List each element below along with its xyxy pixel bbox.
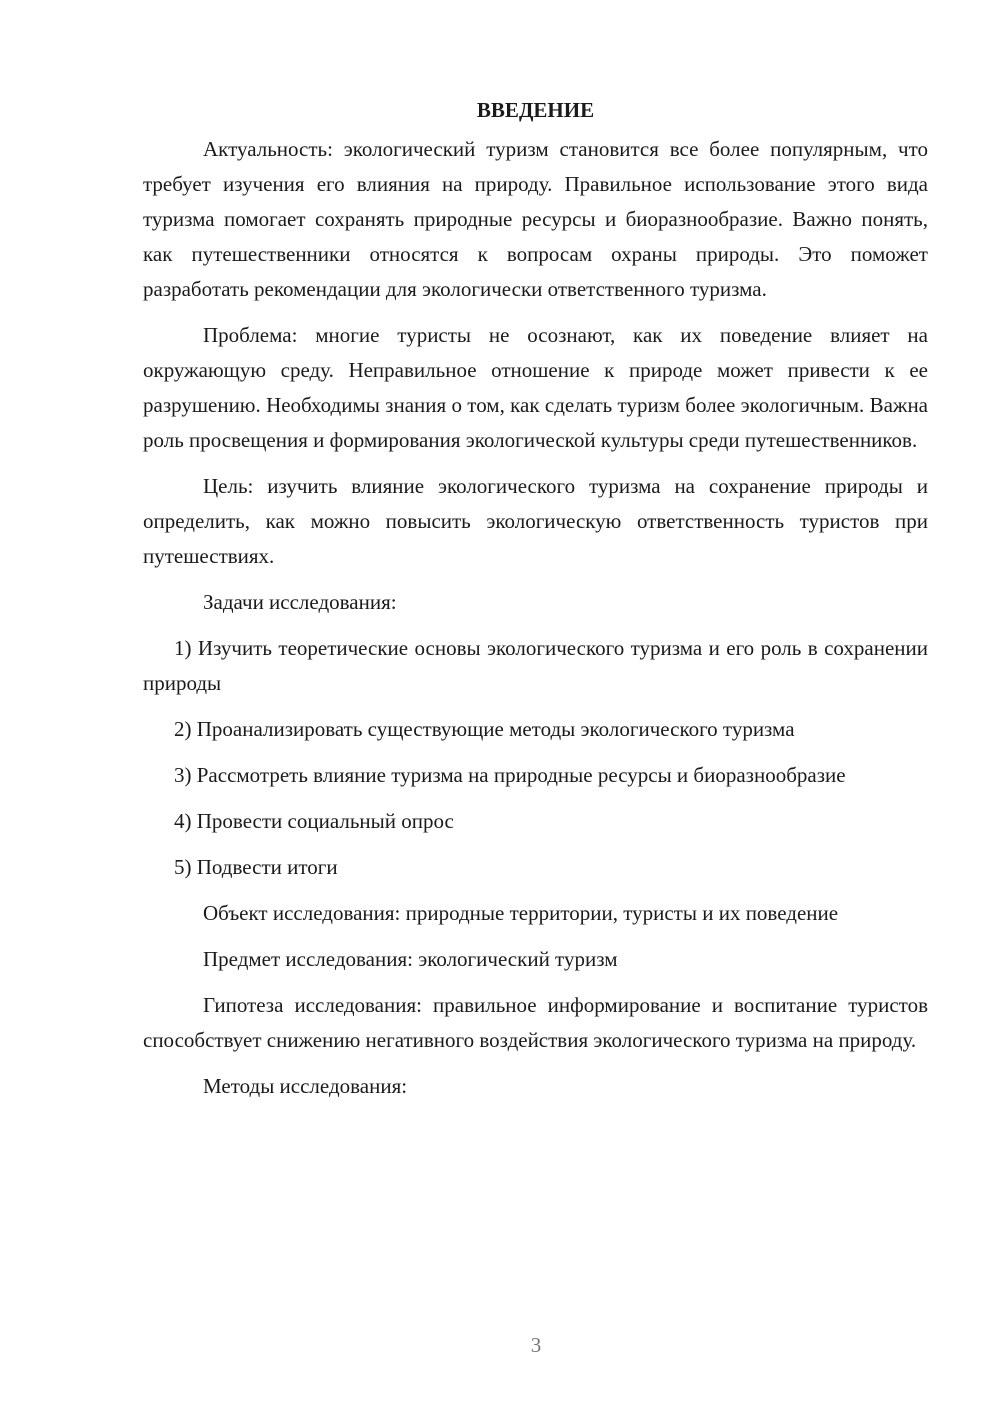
task-item-2: 2) Проанализировать существующие методы экологического туризма <box>174 717 795 741</box>
paragraph-problem: Проблема: многие туристы не осознают, как их поведение влияет на окружающую среду. Неправильное отношение к природе может привести к ее разрушению. Необходимы знания о том, как сделать туризм более экологичным. Важна роль просвещения и формирования экологической культуры среди путешественников. <box>143 323 928 452</box>
task-item-5: 5) Подвести итоги <box>174 855 338 879</box>
page-number: 3 <box>530 1333 542 1357</box>
paragraph-subject: Предмет исследования: экологический туризм <box>203 947 618 971</box>
paragraph-object: Объект исследования: природные территории, туристы и их поведение <box>203 901 839 925</box>
task-item-1: 1) Изучить теоретические основы экологического туризма и его роль в сохранении природы <box>143 636 928 695</box>
section-title: ВВЕДЕНИЕ <box>476 98 595 122</box>
paragraph-methods: Методы исследования: <box>203 1074 408 1098</box>
task-item-3: 3) Рассмотреть влияние туризма на природные ресурсы и биоразнообразие <box>174 763 846 787</box>
paragraph-relevance: Актуальность: экологический туризм становится все более популярным, что требует изучения его влияния на природу. Правильное использование этого вида туризма помогает сохранять природные ресурсы и биоразнообразие. Важно понять, как путешественники относятся к вопросам охраны природы. Это поможет разработать рекомендации для экологически ответственного туризма. <box>143 137 928 301</box>
paragraph-hypothesis: Гипотеза исследования: правильное информирование и воспитание туристов способствует снижению негативного воздействия экологического туризма на природу. <box>143 993 928 1052</box>
paragraph-goal: Цель: изучить влияние экологического туризма на сохранение природы и определить, как можно повысить экологическую ответственность туристов при путешествиях. <box>143 474 928 568</box>
task-item-4: 4) Провести социальный опрос <box>174 809 454 833</box>
paragraph-tasks-heading: Задачи исследования: <box>203 590 397 614</box>
document-page <box>143 92 928 1115</box>
